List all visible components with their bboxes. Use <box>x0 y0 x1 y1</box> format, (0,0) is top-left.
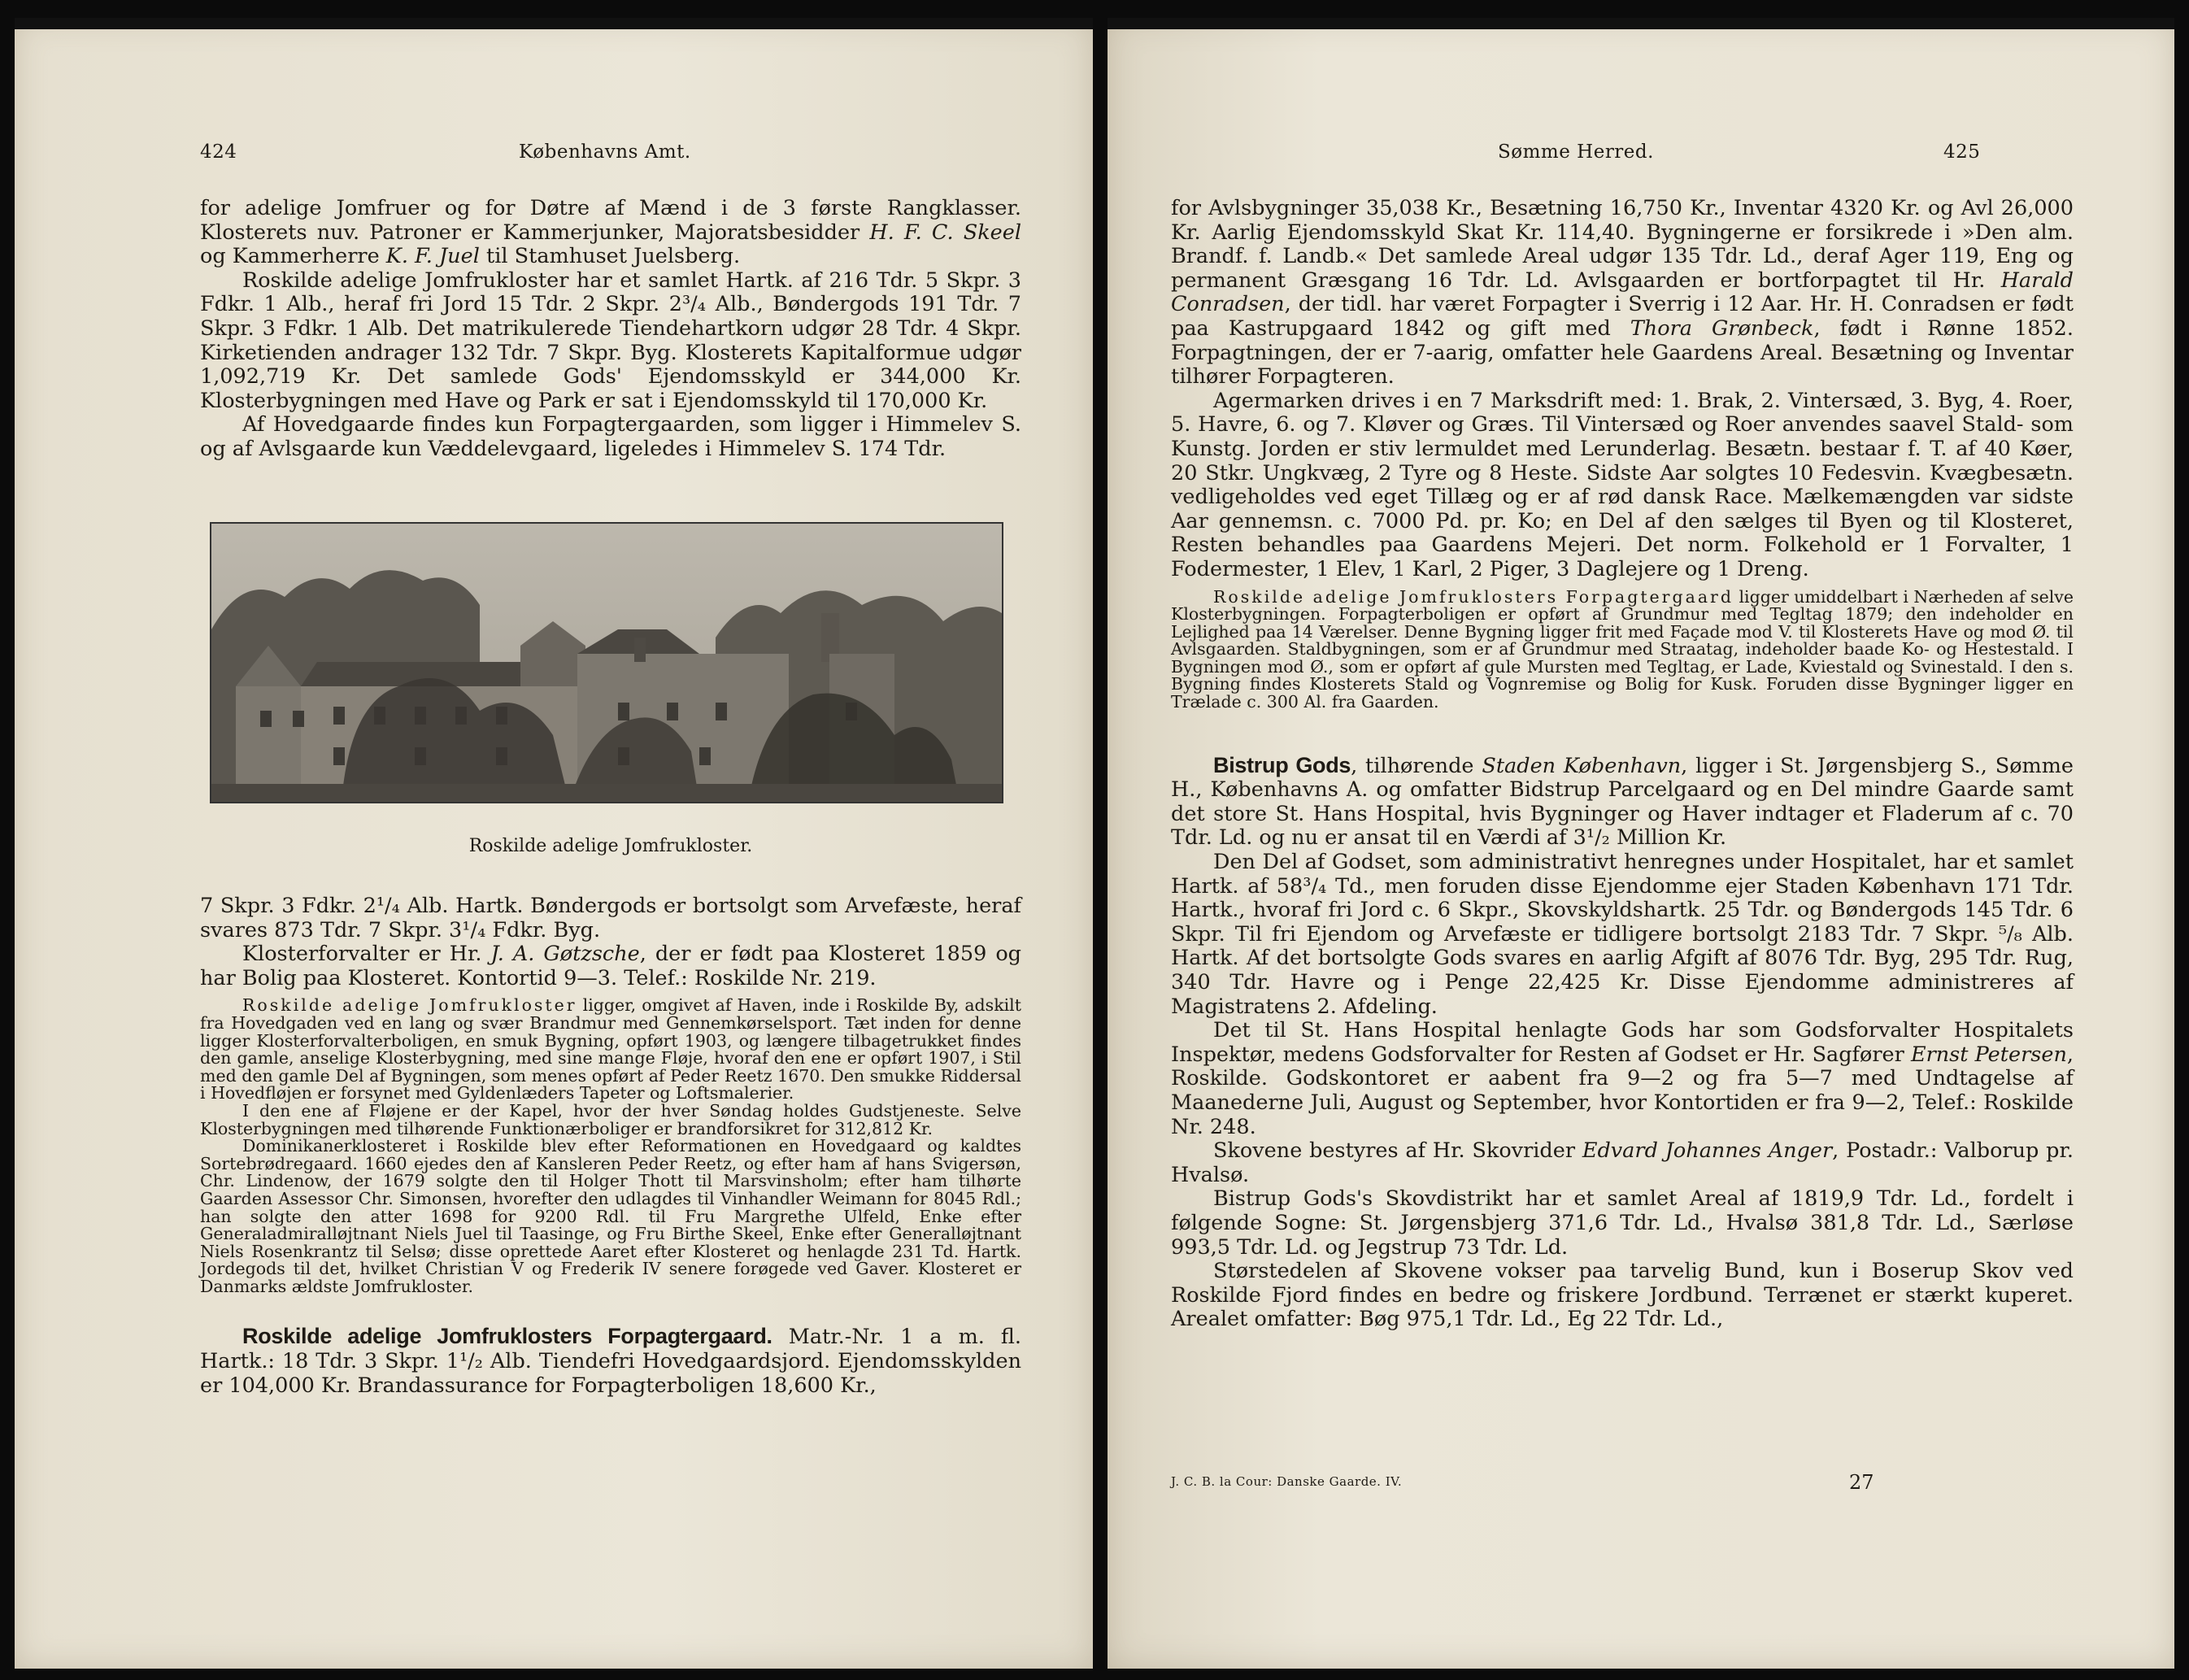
paragraph: for adelige Jomfruer og for Døtre af Mænd i de 3 første Rangklasser. Klosterets nuv. Patroner er Kammerjunker, Majoratsbesidder H. F. C. Skeel og Kammerherre K. F. Juel til Stamhuset Juelsberg. <box>200 196 1021 269</box>
running-head-right: Sømme Herred. <box>1498 141 1654 163</box>
paragraph: 7 Skpr. 3 Fdkr. 2¹/₄ Alb. Hartk. Bøndergods er bortsolgt som Arvefæste, heraf svares 873 Tdr. 7 Skpr. 3¹/₄ Fdkr. Byg. <box>200 894 1021 942</box>
paragraph: Bistrup Gods's Skovdistrikt har et samlet Areal af 1819,9 Tdr. Ld., fordelt i følgende Sogne: St. Jørgensbjerg 371,6 Tdr. Ld., Hvalsø 381,8 Tdr. Ld., Særløse 993,5 Tdr. Ld. og Jegstrup 73 Tdr. Ld. <box>1171 1186 2074 1260</box>
photo-roskilde-kloster <box>210 522 1003 803</box>
right-page <box>1108 18 2174 1669</box>
paragraph: Agermarken drives i en 7 Marksdrift med: 1. Brak, 2. Vintersæd, 3. Byg, 4. Roer, 5. Havre, 6. og 7. Kløver og Græs. Til Vintersæd og Roer anvendes saavel Stald- som Kunstg. Jorden er stiv lermuldet med Lerunderlag. Besætn. bestaar f. T. af 40 Køer, 20 Stkr. Ungkvæg, 2 Tyre og 8 Heste. Sidste Aar solgtes 10 Fedesvin. Kvægbesætn. vedligeholdes ved eget Tillæg og er af rød dansk Race. Mælkemængden var sidste Aar gennemsn. c. 7000 Pd. pr. Ko; en Del af den sælges til Byen og til Klosteret, Resten behandles paa Gaardens Mejeri. Det norm. Folkehold er 1 Forvalter, 1 Fodermester, 1 Elev, 1 Karl, 2 Piger, 3 Daglejere og 1 Dreng. <box>1171 388 2074 581</box>
section-entry: Roskilde adelige Jomfruklosters Forpagtergaard. Matr.-Nr. 1 a m. fl. Hartk.: 18 Tdr. 3 Skpr. 1¹/₂ Alb. Tiendefri Hovedgaardsjord. Ejendomsskylden er 104,000 Kr. Brandassurance for Forpagterboligen 18,600 Kr., <box>200 1324 1021 1398</box>
paragraph: Den Del af Godset, som administrativt henregnes under Hospitalet, har et samlet Hartk. af 58³/₄ Td., men foruden disse Ejendomme ejer Staden København 171 Tdr. Hartk., hvoraf fri Jord c. 6 Skpr., Skovskyldshartk. 25 Tdr. og Bøndergods 145 Tdr. 6 Skpr. Til fri Ejendom og Arvefæste er tidligere bortsolgt 2183 Tdr. 7 Skpr. ⁵/₈ Alb. Hartk. Af det bortsolgte Gods svares en aarlig Afgift af 8076 Tdr. Byg, 295 Tdr. Rug, 340 Tdr. Havre og i Penge 22,425 Kr. Disse Ejendomme administreres af Magistratens 2. Afdeling. <box>1171 850 2074 1019</box>
right-column <box>1171 197 2074 1332</box>
section-heading: Bistrup Gods <box>1213 752 1351 777</box>
paragraph: Skovene bestyres af Hr. Skovrider Edvard Johannes Anger, Postadr.: Valborup pr. Hvalsø. <box>1171 1138 2074 1187</box>
paragraph: Roskilde adelige Jomfrukloster har et samlet Hartk. af 216 Tdr. 5 Skpr. 3 Fdkr. 1 Alb., heraf fri Jord 15 Tdr. 2 Skpr. 2³/₄ Alb., Bøndergods 191 Tdr. 7 Skpr. 3 Fdkr. 1 Alb. Det matrikulerede Tiendehartkorn udgør 28 Tdr. 4 Skpr. Kirketienden andrager 132 Tdr. 7 Skpr. Byg. Klosterets Kapitalformue udgør 1,092,719 Kr. Det samlede Gods' Ejendomsskyld er 344,000 Kr. Klosterbygningen med Have og Park er sat i Ejendomsskyld til 170,000 Kr. <box>200 268 1021 413</box>
small-print-paragraph: Dominikanerklosteret i Roskilde blev efter Reformationen en Hovedgaard og kaldtes Sortebrødregaard. 1660 ejedes den af Kansleren Peder Reetz, og efter ham af hans Svigersøn, Chr. Lindenow, der 1679 solgte den til Holger Thott til Marsvinsholm; efter ham tilhørte Gaarden Assessor Chr. Simonsen, hvorefter den udlagdes til Vinhandler Weimann for 8045 Rdl.; han solgte den atter 1698 for 9200 Rdl. til Fru Margrethe Ulfeld, Enke efter Generaladmiralløjtnant Niels Juel til Taasinge, og Fru Birthe Skeel, Enke efter Generalløjtnant Niels Rosenkrantz til Selsø; disse oprettede Aaret efter Klosteret og henlagde 231 Td. Hartk. Jordegods til det, hvilket Christian V og Frederik IV senere forøgede ved Gaver. Klosteret er Danmarks ældste Jomfrukloster. <box>200 1136 1021 1296</box>
small-print-paragraph: I den ene af Fløjene er der Kapel, hvor der hver Søndag holdes Gudstjeneste. Selve Klosterbygningen med tilhørende Funktionærboliger er brandforsikret for 312,812 Kr. <box>200 1100 1021 1138</box>
paragraph: Klosterforvalter er Hr. J. A. Gøtzsche, der er født paa Klosteret 1859 og har Bolig paa Klosteret. Kontortid 9—3. Telef.: Roskilde Nr. 219. <box>200 942 1022 990</box>
paragraph: Størstedelen af Skovene vokser paa tarvelig Bund, kun i Boserup Skov ved Roskilde Fjord findes en bedre og friskere Jordbund. Terrænet er stærkt kuperet. Arealet omfatter: Bøg 975,1 Tdr. Ld., Eg 22 Tdr. Ld., <box>1171 1259 2074 1332</box>
footer-source-note: J. C. B. la Cour: Danske Gaarde. IV. <box>1171 1474 1403 1489</box>
page-number-left: 424 <box>200 141 237 163</box>
running-head-left: Københavns Amt. <box>519 141 691 163</box>
page-number-right: 425 <box>1943 141 1981 163</box>
signature-mark: 27 <box>1849 1471 1874 1494</box>
paragraph: for Avlsbygninger 35,038 Kr., Besætning 16,750 Kr., Inventar 4320 Kr. og Avl 26,000 Kr. Aarlig Ejendomsskyld Skat Kr. 114,40. Bygningerne er forsikrede i »Den alm. Brandf. f. Landb.« Det samlede Areal udgør 135 Tdr. Ld., deraf Ager 119, Eng og permanent Græsgang 16 Tdr. Ld. Avlsgaarden er bortforpagtet til Hr. Harald Conradsen, der tidl. har været Forpagter i Sverrig i 12 Aar. Hr. H. Conradsen er født paa Kastrupgaard 1842 og gift med Thora Grønbeck, født i Rønne 1852. Forpagtningen, der er 7-aarig, omfatter hele Gaardens Areal. Besætning og Inventar tilhører Forpagteren. <box>1171 196 2074 390</box>
left-column-bottom <box>200 894 1021 1398</box>
paragraph: Af Hovedgaarde findes kun Forpagtergaarden, som ligger i Himmelev S. og af Avlsgaarde kun Væddelevgaard, ligeledes i Himmelev S. 174 Tdr. <box>200 412 1021 461</box>
left-column-top <box>200 197 1021 462</box>
section-entry: Bistrup Gods, tilhørende Staden København, ligger i St. Jørgensbjerg S., Sømme H., Københavns A. og omfatter Bidstrup Parcelgaard og en Del mindre Gaarde samt det store St. Hans Hospital, hvis Bygninger og Haver indtager et Fladerum af c. 70 Tdr. Ld. og nu er ansat til en Værdi af 3¹/₂ Million Kr. <box>1171 752 2074 851</box>
left-page <box>15 18 1093 1669</box>
small-print-paragraph: Roskilde adelige Jomfrukloster ligger, omgivet af Haven, inde i Roskilde By, adskilt fra Hovedgaden ved en lang og svær Brandmur med Gennemkørselsport. Tæt inden for denne ligger Klosterforvalterboligen, en smuk Bygning, opført 1903, og længere tilbagetrukket findes den gamle, anselige Klosterbygning, med sine mange Fløje, hvoraf den ene er opført 1907, i Stil med den gamle Del af Bygningen, som menes opført af Peder Reetz 1670. Den smukke Riddersal i Hovedfløjen er forsynet med Gyldenlæders Tapeter og Loftsmalerier. <box>200 995 1021 1103</box>
photo-image <box>211 524 1002 802</box>
paragraph: Det til St. Hans Hospital henlagte Gods har som Godsforvalter Hospitalets Inspektør, medens Godsforvalter for Resten af Godset er Hr. Sagfører Ernst Petersen, Roskilde. Godskontoret er aabent fra 9—2 og fra 5—7 med Undtagelse af Maanederne Juli, August og September, hvor Kontortiden er fra 9—2, Telef.: Roskilde Nr. 248. <box>1171 1018 2074 1139</box>
section-heading: Roskilde adelige Jomfruklosters Forpagtergaard. <box>242 1324 772 1349</box>
photo-caption: Roskilde adelige Jomfrukloster. <box>468 836 753 856</box>
scan-edge <box>1108 18 2174 29</box>
small-print-paragraph: Roskilde adelige Jomfruklosters Forpagtergaard ligger umiddelbart i Nærheden af selve Klosterbygningen. Forpagterboligen er opført af Grundmur med Tegltag 1879; den indeholder en Lejlighed paa 14 Værelser. Denne Bygning ligger frit med Façade mod V. til Klosterets Have og mod Ø. til Avlsgaarden. Staldbygningen, som er af Grundmur med Straatag, indeholder baade Ko- og Hestestald. I Bygningen mod Ø., som er opført af gule Mursten med Tegltag, er Lade, Kviestald og Svinestald. I den s. Bygning findes Klosterets Stald og Vognremise og Bolig for Kusk. Foruden disse Bygninger ligger en Trælade c. 300 Al. fra Gaarden. <box>1171 586 2074 712</box>
scan-edge <box>15 18 1093 29</box>
